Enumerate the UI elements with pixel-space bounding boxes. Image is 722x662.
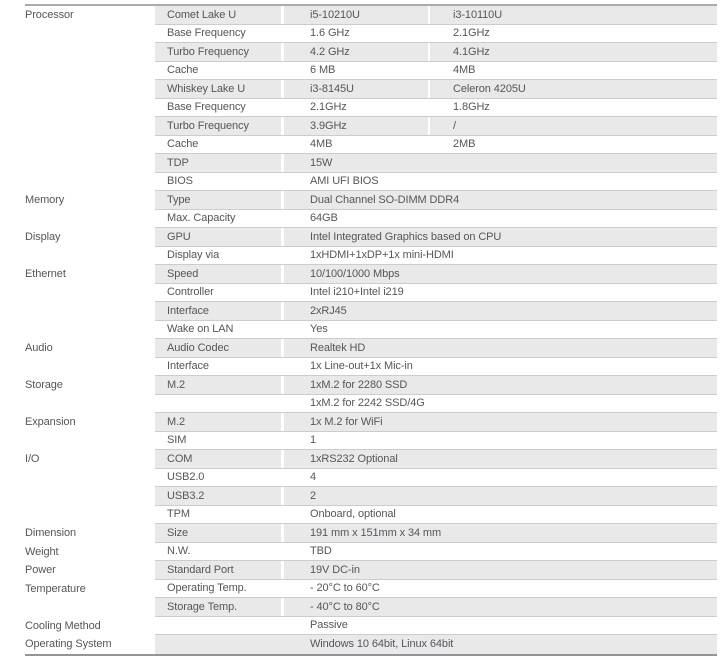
spec-value-1: i3-8145U [284, 80, 428, 98]
spec-name: Base Frequency [167, 27, 246, 40]
table-row [25, 543, 717, 562]
table-row [25, 524, 717, 543]
row-body [155, 543, 717, 562]
spec-value-1: 3.9GHz [284, 117, 428, 135]
row-body [155, 395, 717, 414]
table-row [25, 265, 717, 284]
spec-value-1: 6 MB [310, 64, 336, 77]
spec-name: Display via [167, 249, 220, 262]
spec-value: Windows 10 64bit, Linux 64bit [155, 635, 717, 654]
category-label: Audio [25, 342, 53, 355]
spec-value-2: i3-10110U [430, 6, 717, 24]
spec-name [155, 395, 281, 413]
spec-name [155, 617, 281, 635]
table-row [25, 80, 717, 99]
category-label: Operating System [25, 638, 112, 651]
category-label: I/O [25, 453, 40, 466]
spec-value-2: 2.1GHz [453, 27, 490, 40]
spec-name: Type [155, 191, 281, 209]
row-body [155, 376, 717, 395]
category-label [25, 210, 155, 229]
table-row [25, 6, 717, 25]
spec-value-2: 4MB [453, 64, 476, 77]
category-label [25, 43, 155, 62]
category-label [25, 247, 155, 266]
spec-name: TDP [155, 154, 281, 172]
table-row [25, 247, 717, 266]
category-label [25, 487, 155, 506]
category-label [25, 173, 155, 192]
table-row [25, 339, 717, 358]
category-label: Expansion [25, 416, 76, 429]
spec-value: 1xM.2 for 2242 SSD/4G [310, 397, 425, 410]
spec-value: AMI UFI BIOS [310, 175, 379, 188]
row-body [155, 617, 717, 636]
table-row [25, 302, 717, 321]
row-body [155, 80, 717, 99]
spec-name: Base Frequency [167, 101, 246, 114]
row-body [155, 450, 717, 469]
row-body [155, 432, 717, 451]
spec-name: Interface [167, 360, 209, 373]
row-body [155, 210, 717, 229]
spec-value-1: 4MB [310, 138, 333, 151]
spec-name: Size [155, 524, 281, 542]
spec-value-2: 2MB [453, 138, 476, 151]
spec-value: Intel Integrated Graphics based on CPU [284, 228, 717, 246]
spec-value: Intel i210+Intel i219 [310, 286, 404, 299]
table-row [25, 432, 717, 451]
category-label [25, 598, 155, 617]
row-body [155, 6, 717, 25]
spec-name: Storage Temp. [155, 598, 281, 616]
row-body [155, 247, 717, 266]
spec-value: Dual Channel SO-DIMM DDR4 [284, 191, 717, 209]
spec-name: M.2 [155, 376, 281, 394]
category-label [25, 62, 155, 81]
spec-name: Comet Lake U [155, 6, 281, 24]
spec-value: 1xRS232 Optional [284, 450, 717, 468]
spec-name: Max. Capacity [167, 212, 236, 225]
table-row [25, 43, 717, 62]
row-body [155, 506, 717, 525]
spec-name: Interface [155, 302, 281, 320]
spec-value-2: Celeron 4205U [430, 80, 717, 98]
category-label: Power [25, 564, 56, 577]
table-row [25, 395, 717, 414]
category-label: Memory [25, 194, 65, 207]
category-label: Dimension [25, 527, 77, 540]
spec-name: GPU [155, 228, 281, 246]
category-label [25, 117, 155, 136]
table-row [25, 210, 717, 229]
spec-name: Speed [155, 265, 281, 283]
spec-name: SIM [167, 434, 187, 447]
spec-value: - 40°C to 80°C [284, 598, 717, 616]
row-body [155, 524, 717, 543]
category-label [25, 395, 155, 414]
spec-value-2: 1.8GHz [453, 101, 490, 114]
row-body [155, 487, 717, 506]
row-body [155, 43, 717, 62]
row-body [155, 358, 717, 377]
spec-value: Realtek HD [284, 339, 717, 357]
category-label [25, 469, 155, 488]
category-label: Storage [25, 379, 63, 392]
table-row [25, 450, 717, 469]
spec-value: 15W [284, 154, 717, 172]
spec-value: Onboard, optional [310, 508, 396, 521]
category-label [25, 154, 155, 173]
row-body [155, 302, 717, 321]
spec-name: COM [155, 450, 281, 468]
category-label [25, 358, 155, 377]
row-body [155, 413, 717, 432]
row-body [155, 117, 717, 136]
row-body [155, 469, 717, 488]
table-row [25, 62, 717, 81]
table-row [25, 154, 717, 173]
row-body [155, 173, 717, 192]
category-label [25, 432, 155, 451]
table-row [25, 506, 717, 525]
spec-name: Whiskey Lake U [155, 80, 281, 98]
spec-name: BIOS [167, 175, 193, 188]
spec-value-1: 4.2 GHz [284, 43, 428, 61]
spec-value: 2 [284, 487, 717, 505]
category-label [25, 136, 155, 155]
table-row [25, 321, 717, 340]
category-label: Processor [25, 9, 74, 22]
table-row [25, 117, 717, 136]
spec-value: 2xRJ45 [284, 302, 717, 320]
spec-value: Yes [310, 323, 328, 336]
table-row [25, 173, 717, 192]
row-body [155, 25, 717, 44]
row-body [155, 580, 717, 599]
spec-value: 1xHDMI+1xDP+1x mini-HDMI [310, 249, 454, 262]
spec-value-2: / [430, 117, 717, 135]
table-row [25, 635, 717, 654]
spec-name: N.W. [167, 545, 191, 558]
category-label: Cooling Method [25, 619, 101, 632]
row-body [155, 154, 717, 173]
row-body [155, 598, 717, 617]
category-label: Weight [25, 545, 59, 558]
table-row [25, 413, 717, 432]
spec-value: Passive [310, 619, 348, 632]
category-label [25, 99, 155, 118]
spec-name: Cache [167, 138, 199, 151]
table-row [25, 99, 717, 118]
table-row [25, 191, 717, 210]
row-body [155, 191, 717, 210]
spec-value: 1 [310, 434, 317, 447]
category-label [25, 321, 155, 340]
spec-name: USB2.0 [167, 471, 205, 484]
spec-value-1: 1.6 GHz [310, 27, 350, 40]
table-row [25, 598, 717, 617]
category-label: Temperature [25, 582, 86, 595]
spec-value-1: 2.1GHz [310, 101, 347, 114]
category-label [25, 25, 155, 44]
category-label: Ethernet [25, 268, 66, 281]
row-body [155, 635, 717, 654]
row-body [155, 62, 717, 81]
category-label [25, 506, 155, 525]
spec-value: 191 mm x 151mm x 34 mm [284, 524, 717, 542]
row-body [155, 321, 717, 340]
spec-value: 1xM.2 for 2280 SSD [284, 376, 717, 394]
spec-value: - 20°C to 60°C [310, 582, 380, 595]
table-row [25, 136, 717, 155]
spec-value: 1x Line-out+1x Mic-in [310, 360, 413, 373]
table-row [25, 284, 717, 303]
row-body [155, 228, 717, 247]
table-row [25, 228, 717, 247]
table-row [25, 358, 717, 377]
spec-name: Standard Port [155, 561, 281, 579]
spec-name: TPM [167, 508, 190, 521]
spec-name: Wake on LAN [167, 323, 234, 336]
row-body [155, 99, 717, 118]
category-label: Display [25, 231, 61, 244]
table-row [25, 580, 717, 599]
spec-value: 64GB [310, 212, 338, 225]
spec-value: 19V DC-in [284, 561, 717, 579]
spec-value: 10/100/1000 Mbps [284, 265, 717, 283]
spec-name: Controller [167, 286, 214, 299]
category-label [25, 284, 155, 303]
table-row [25, 487, 717, 506]
row-body [155, 561, 717, 580]
spec-value: 4 [310, 471, 317, 484]
table-row [25, 469, 717, 488]
table-row [25, 25, 717, 44]
category-label [25, 80, 155, 99]
category-label [25, 302, 155, 321]
table-row [25, 376, 717, 395]
spec-table [25, 4, 717, 656]
spec-name: Operating Temp. [167, 582, 247, 595]
spec-name: Cache [167, 64, 199, 77]
spec-value: 1x M.2 for WiFi [284, 413, 717, 431]
spec-name: Audio Codec [155, 339, 281, 357]
spec-name: M.2 [155, 413, 281, 431]
spec-name: Turbo Frequency [155, 43, 281, 61]
row-body [155, 339, 717, 358]
spec-value-2: 4.1GHz [430, 43, 717, 61]
row-body [155, 284, 717, 303]
row-body [155, 265, 717, 284]
spec-value: TBD [310, 545, 332, 558]
spec-name: Turbo Frequency [155, 117, 281, 135]
table-row [25, 617, 717, 636]
spec-name: USB3.2 [155, 487, 281, 505]
row-body [155, 136, 717, 155]
table-row [25, 561, 717, 580]
spec-value-1: i5-10210U [284, 6, 428, 24]
